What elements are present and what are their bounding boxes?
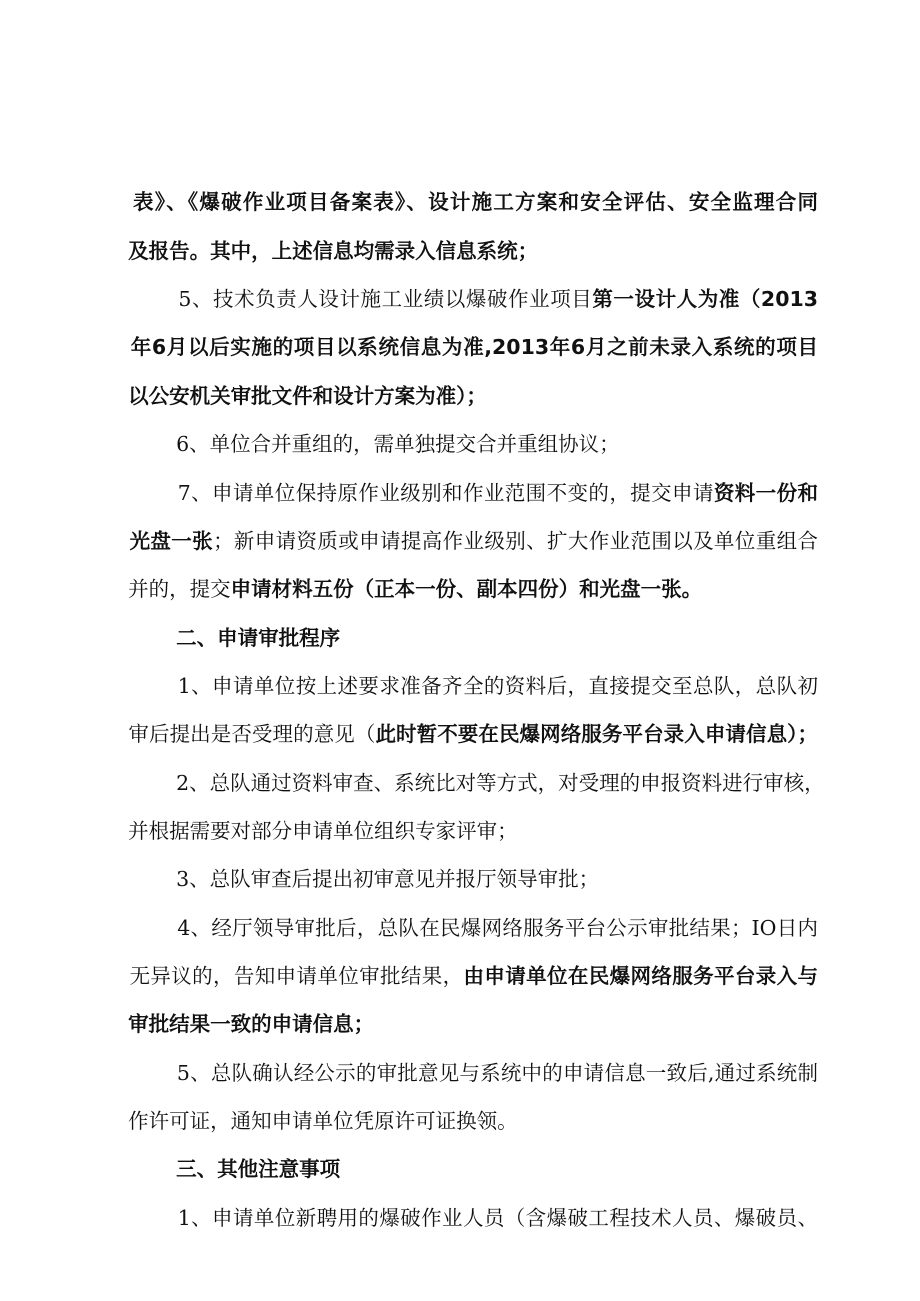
- body-text: 审后提出是否受理的意见（: [128, 722, 376, 746]
- body-text: 1、申请单位新聘用的爆破作业人员（含爆破工程技术人员、爆破员、: [177, 1206, 818, 1230]
- body-text: 5、技术负责人设计施工业绩以爆破作业项目: [178, 287, 593, 311]
- bold-text: 第一设计人为准（2013: [592, 287, 818, 311]
- bold-text: 表》、《爆破作业项目备案表》、设计施工方案和安全评估、安全监理合同: [132, 190, 818, 214]
- heading-text: 三、其他注意事项: [176, 1157, 341, 1181]
- bold-text: 光盘一张: [129, 529, 214, 553]
- text-line: [102, 493, 819, 553]
- body-text: 无异议的，告知申请单位审批结果，: [129, 964, 464, 988]
- text-line: [150, 445, 818, 505]
- text-line: [150, 638, 818, 698]
- text-line: [102, 976, 375, 1036]
- text-line: [102, 1073, 518, 1133]
- body-text: 5、总队确认经公示的审批意见与系统中的申请信息一致后,通过系统制: [176, 1061, 818, 1085]
- body-text: 2、总队通过资料审查、系统比对等方式，对受理的申报资料进行审核，: [176, 771, 825, 795]
- body-text: 并的，提交: [128, 577, 231, 601]
- body-text: 1、申请单位按上述要求准备齐全的资料后，直接提交至总队，总队初: [177, 674, 818, 698]
- bold-text: 此时暂不要在民爆网络服务平台录入申请信息）；: [375, 722, 819, 746]
- text-line: [102, 348, 487, 408]
- body-text: 作许可证，通知申请单位凭原许可证换领。: [128, 1109, 518, 1133]
- text-line: [102, 299, 818, 359]
- bold-text: 由申请单位在民爆网络服务平台录入与: [463, 964, 818, 988]
- text-line: [102, 928, 818, 988]
- section-heading: [150, 1121, 341, 1181]
- bold-text: 审批结果一致的申请信息；: [128, 1012, 375, 1036]
- body-text: 6、单位合并重组的，需单独提交合并重组协议；: [176, 432, 620, 456]
- text-line: [150, 880, 818, 940]
- bold-text: 及报告。其中，上述信息均需录入信息系统；: [128, 239, 539, 263]
- body-text: ；新申请资质或申请提高作业级别、扩大作业范围以及单位重组合: [213, 529, 819, 553]
- text-line: [150, 831, 600, 891]
- text-line: [150, 1170, 818, 1230]
- text-line: [102, 541, 703, 601]
- text-line: [150, 735, 825, 795]
- bold-text: 年6月以后实施的项目以系统信息为准,2013年6月之前未录入系统的项目: [130, 335, 818, 359]
- text-line: [102, 783, 518, 843]
- body-text: 7、申请单位保持原作业级别和作业范围不变的，提交申请: [177, 481, 714, 505]
- body-text: 4、经厅领导审批后，总队在民爆网络服务平台公示审批结果；IO日内: [177, 916, 818, 940]
- bold-text: 以公安机关审批文件和设计方案为准）；: [128, 384, 487, 408]
- bold-text: 申请材料五份（正本一份、副本四份）和光盘一张。: [230, 577, 703, 601]
- text-line: [150, 396, 620, 456]
- text-line: [150, 251, 818, 311]
- text-line: [102, 154, 818, 214]
- body-text: 3、总队审查后提出初审意见并报厅领导审批；: [176, 867, 600, 891]
- heading-text: 二、申请审批程序: [176, 626, 341, 650]
- text-line: [150, 1025, 818, 1085]
- section-heading: [150, 590, 341, 650]
- text-line: [102, 686, 819, 746]
- text-line: [102, 203, 539, 263]
- bold-text: 资料一份和: [713, 481, 818, 505]
- body-text: 并根据需要对部分申请单位组织专家评审；: [128, 819, 518, 843]
